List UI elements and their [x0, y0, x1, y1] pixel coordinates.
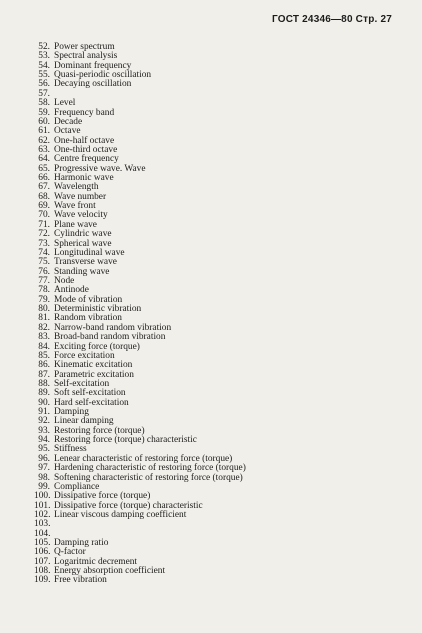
- item-number: 60.: [38, 116, 50, 127]
- item-number: 88.: [38, 378, 50, 389]
- item-term: Hard self-excitation: [54, 397, 129, 408]
- item-number: 106.: [34, 547, 51, 558]
- item-number: 89.: [38, 388, 50, 399]
- item-number: 99.: [38, 481, 50, 492]
- item-term: Logaritmic decrement: [54, 556, 138, 567]
- item-number: 58.: [38, 98, 50, 109]
- item-term: Exciting force (torque): [54, 341, 140, 352]
- item-number: 96.: [38, 453, 50, 464]
- item-term: Harmonic wave: [54, 173, 114, 184]
- item-number: 69.: [38, 201, 50, 212]
- item-number: 107.: [34, 556, 51, 567]
- item-number: 76.: [38, 266, 50, 277]
- item-term: Cylindric wave: [54, 229, 112, 240]
- item-number: 90.: [38, 397, 50, 408]
- list-item: [34, 511, 246, 520]
- item-term: [50, 520, 54, 529]
- item-term: Kinematic excitation: [54, 360, 133, 371]
- item-number: 53.: [38, 51, 50, 62]
- item-number: 55.: [38, 70, 50, 81]
- term-list: [34, 43, 246, 586]
- item-term: Frequency band: [54, 107, 115, 118]
- item-term: Transverse wave: [54, 257, 117, 268]
- item-number: 91.: [38, 407, 50, 418]
- item-term: Hardening characteristic of restoring force (torque): [54, 463, 246, 474]
- item-term: Restoring force (torque): [54, 425, 145, 436]
- item-number: 105.: [34, 538, 51, 549]
- list-item: [34, 576, 246, 585]
- item-number: 52.: [38, 42, 50, 52]
- item-term: Random vibration: [54, 313, 122, 324]
- item-term: Level: [54, 98, 76, 109]
- item-number: 63.: [38, 144, 50, 155]
- item-term: Damping ratio: [54, 538, 109, 549]
- item-number: 70.: [38, 210, 50, 221]
- item-term: Stiffness: [54, 444, 87, 455]
- item-number: 67.: [38, 182, 50, 193]
- item-number: 83.: [38, 332, 50, 343]
- item-number: 100.: [34, 491, 51, 502]
- item-term: Mode of vibration: [54, 294, 123, 305]
- item-term: Free vibration: [54, 575, 107, 586]
- item-number: 82.: [38, 322, 50, 333]
- item-number: 95.: [38, 444, 50, 455]
- item-term: One-half octave: [54, 135, 115, 146]
- item-number: 65.: [38, 163, 50, 174]
- item-term: Standing wave: [54, 266, 110, 277]
- item-term: Softening characteristic of restoring force (torque): [54, 472, 243, 483]
- item-number: 59.: [38, 107, 50, 118]
- item-term: Self-excitation: [54, 378, 110, 389]
- item-number: 84.: [38, 341, 50, 352]
- item-term: Antinode: [54, 285, 89, 296]
- item-term: Wave front: [54, 201, 96, 212]
- item-number: 64.: [38, 154, 50, 165]
- item-term: Centre frequency: [54, 154, 119, 165]
- item-term: Force excitation: [54, 350, 115, 361]
- item-number: 108.: [34, 566, 51, 577]
- item-number: 79.: [38, 294, 50, 305]
- item-number: 54.: [38, 60, 50, 71]
- item-term: One-third octave: [54, 144, 118, 155]
- item-term: Energy absorption coefficient: [54, 566, 166, 577]
- item-term: Deterministic vibration: [54, 304, 142, 315]
- item-term: Power spectrum: [54, 42, 115, 52]
- item-term: Wave number: [54, 191, 107, 202]
- item-term: Lenear characteristic of restoring force (torque): [54, 453, 233, 464]
- item-term: Compliance: [54, 481, 100, 492]
- item-number: 87.: [38, 369, 50, 380]
- item-number: 93.: [38, 425, 50, 436]
- item-number: 98.: [38, 472, 50, 483]
- page-header: ГОСТ 24346—80 Стр. 27: [272, 14, 392, 25]
- item-number: 102.: [34, 509, 51, 520]
- item-number: 104.: [34, 528, 51, 539]
- item-number: 71.: [38, 219, 50, 230]
- item-number: 72.: [38, 229, 50, 240]
- item-term: Decaying oscillation: [54, 79, 132, 90]
- item-term: Wave velocity: [54, 210, 108, 221]
- item-term: Wavelength: [54, 182, 99, 193]
- item-number: 103.: [34, 519, 51, 530]
- item-term: Linear viscous damping coefficient: [54, 509, 187, 520]
- list-item: [34, 520, 246, 529]
- item-number: 77.: [38, 275, 50, 286]
- item-number: 61.: [38, 126, 50, 137]
- item-term: Decade: [54, 116, 83, 127]
- item-term: Quasi-periodic oscillation: [54, 70, 152, 81]
- item-term: Spherical wave: [54, 238, 112, 249]
- item-number: 109.: [34, 575, 51, 586]
- item-term: Broad-band random vibration: [54, 332, 166, 343]
- item-number: 62.: [38, 135, 50, 146]
- item-term: Dissipative force (torque) characteristic: [54, 500, 203, 511]
- item-number: 81.: [38, 313, 50, 324]
- item-number: 68.: [38, 191, 50, 202]
- item-number: 75.: [38, 257, 50, 268]
- item-number: 97.: [38, 463, 50, 474]
- item-number: 92.: [38, 416, 50, 427]
- item-term: Dominant frequency: [54, 60, 132, 71]
- item-term: Restoring force (torque) characteristic: [54, 435, 197, 446]
- item-number: 66.: [38, 173, 50, 184]
- item-term: Soft self-excitation: [54, 388, 126, 399]
- item-term: Node: [54, 275, 75, 286]
- item-number: 74.: [38, 247, 50, 258]
- item-number: 94.: [38, 435, 50, 446]
- item-term: Plane wave: [54, 219, 97, 230]
- item-number: 101.: [34, 500, 51, 511]
- item-number: 80.: [38, 304, 50, 315]
- item-term: Longitudinal wave: [54, 247, 125, 258]
- item-number: 57.: [38, 88, 50, 99]
- item-term: Spectral analysis: [54, 51, 118, 62]
- item-number: 56.: [38, 79, 50, 90]
- item-term: Octave: [54, 126, 81, 137]
- item-term: Dissipative force (torque): [54, 491, 151, 502]
- item-number: 78.: [38, 285, 50, 296]
- item-number: 73.: [38, 238, 50, 249]
- item-number: 85.: [38, 350, 50, 361]
- item-term: Linear damping: [54, 416, 114, 427]
- item-term: Parametric excitation: [54, 369, 134, 380]
- list-item: [34, 80, 246, 89]
- item-term: Narrow-band random vibration: [54, 322, 172, 333]
- item-number: 86.: [38, 360, 50, 371]
- item-term: Q-factor: [54, 547, 86, 558]
- item-term: Damping: [54, 407, 89, 418]
- item-term: Progressive wave. Wave: [54, 163, 146, 174]
